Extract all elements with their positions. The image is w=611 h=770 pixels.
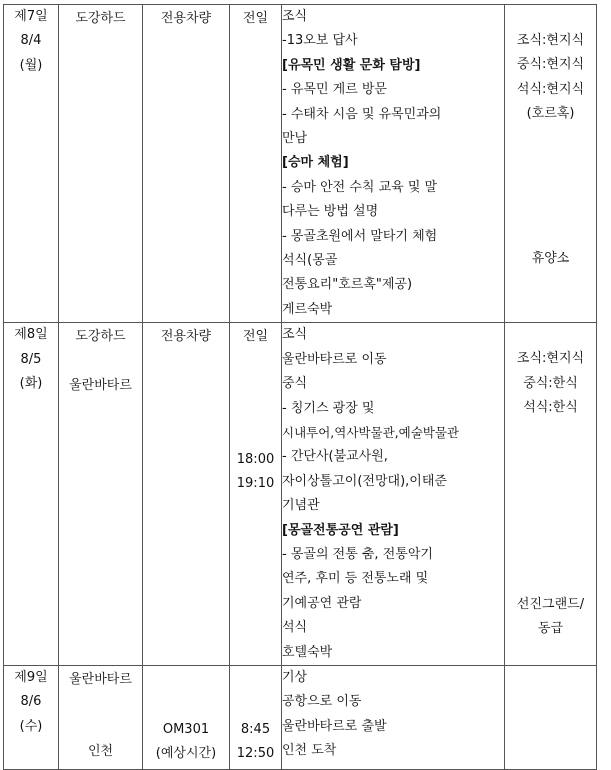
schedule-line: 자이상톨고이(전망대),이태준 — [282, 473, 447, 489]
weekday-label: (월) — [19, 57, 43, 73]
weekday-label: (화) — [19, 376, 43, 392]
region-label: 울란바타르 — [69, 671, 132, 687]
time-cell — [230, 323, 282, 666]
schedule-line: 공항으로 이동 — [282, 694, 362, 710]
region-cell — [59, 665, 143, 769]
date-label: 8/4 — [20, 33, 42, 49]
region-label: 도강하드 — [75, 329, 126, 345]
schedule-line: 다루는 방법 설명 — [282, 204, 379, 220]
schedule-line: 인천 도착 — [282, 743, 337, 759]
schedule-line: 중식 — [282, 376, 308, 392]
schedule-cell — [282, 5, 505, 323]
meal-label: 조식:현지식 — [516, 33, 585, 48]
schedule-line: 만남 — [282, 131, 308, 147]
day-label: 제9일 — [14, 669, 48, 685]
meal-lodging-cell — [505, 665, 597, 769]
date-label: 8/5 — [20, 351, 42, 367]
schedule-line: 호텔숙박 — [282, 644, 333, 660]
table-row-day9 — [4, 665, 597, 769]
schedule-line: 기예공연 관람 — [282, 595, 362, 611]
schedule-line: 울란바타르로 이동 — [282, 351, 387, 367]
time-cell — [230, 5, 282, 323]
meal-label: 석식:현지식 — [516, 81, 585, 97]
time-cell — [230, 665, 282, 769]
region-label: 도강하드 — [75, 11, 126, 26]
day-cell — [4, 665, 59, 769]
time-label: 18:00 — [236, 451, 275, 467]
schedule-line: - 수태차 시음 및 유목민과의 — [282, 106, 442, 122]
schedule-heading: [승마 체험] — [282, 155, 349, 171]
meal-label: 조식:현지식 — [516, 351, 585, 367]
schedule-line: 울란바타르로 출발 — [282, 718, 387, 734]
day-cell — [4, 5, 59, 323]
region-label: 인천 — [87, 744, 114, 760]
flight-label: OM301 — [162, 721, 210, 737]
schedule-cell — [282, 323, 505, 666]
schedule-heading: [유목민 생활 문화 탐방] — [282, 57, 421, 73]
table-row-day8 — [4, 323, 597, 666]
date-label: 8/6 — [20, 694, 42, 710]
meal-label: 중식:한식 — [523, 375, 578, 391]
schedule-line: 기상 — [282, 669, 308, 685]
schedule-line: - 몽골의 전통 춤, 전통악기 — [282, 546, 433, 562]
day-label: 제8일 — [14, 327, 48, 343]
lodging-label: 동급 — [537, 620, 564, 636]
region-label: 울란바타르 — [69, 378, 132, 394]
region-cell — [59, 323, 143, 666]
schedule-line: 석식(몽골 — [282, 253, 338, 269]
flight-note: (예상시간) — [155, 746, 217, 762]
itinerary-table — [3, 4, 597, 770]
time-header: 전일 — [242, 329, 269, 345]
schedule-line: 조식 — [282, 327, 308, 343]
meal-label: 석식:한식 — [523, 400, 578, 416]
schedule-line: - 몽골초원에서 말타기 체험 — [282, 228, 438, 244]
lodging-label: 선진그랜드/ — [516, 596, 585, 612]
schedule-heading: [몽골전통공연 관람] — [282, 522, 399, 538]
region-cell — [59, 5, 143, 323]
schedule-line: -13오보 답사 — [282, 33, 358, 49]
schedule-line: 기념관 — [282, 498, 320, 514]
schedule-line: 전통요리"호르혹"제공) — [282, 277, 413, 293]
time-header: 전일 — [242, 11, 269, 26]
meal-lodging-cell — [505, 5, 597, 323]
schedule-line: 연주, 후미 등 전통노래 및 — [282, 571, 429, 587]
time-label: 12:50 — [236, 746, 275, 762]
transport-cell — [143, 5, 230, 323]
schedule-line: 시내투어,역사박물관,예술박물관 — [282, 424, 459, 440]
schedule-line: - 칭기스 광장 및 — [282, 400, 375, 416]
meal-lodging-cell — [505, 323, 597, 666]
day-label: 제7일 — [14, 9, 48, 24]
transport-label: 전용차량 — [160, 11, 212, 26]
schedule-line: - 승마 안전 수칙 교육 및 말 — [282, 179, 438, 195]
schedule-line: 게르숙박 — [282, 301, 333, 317]
schedule-line: 조식 — [282, 9, 308, 24]
meal-label: 중식:현지식 — [516, 57, 585, 73]
schedule-line: - 유목민 게르 방문 — [282, 82, 387, 98]
time-label: 8:45 — [240, 721, 271, 737]
time-label: 19:10 — [236, 476, 275, 492]
table-row-day7 — [4, 5, 597, 323]
weekday-label: (수) — [19, 718, 43, 734]
lodging-label: 휴양소 — [531, 250, 570, 266]
meal-label: (호르혹) — [526, 106, 575, 122]
transport-cell — [143, 665, 230, 769]
day-cell — [4, 323, 59, 666]
schedule-line: 석식 — [282, 620, 308, 636]
schedule-line: - 간단사(불교사원, — [282, 449, 388, 465]
transport-label: 전용차량 — [160, 329, 212, 345]
transport-cell — [143, 323, 230, 666]
schedule-cell — [282, 665, 505, 769]
